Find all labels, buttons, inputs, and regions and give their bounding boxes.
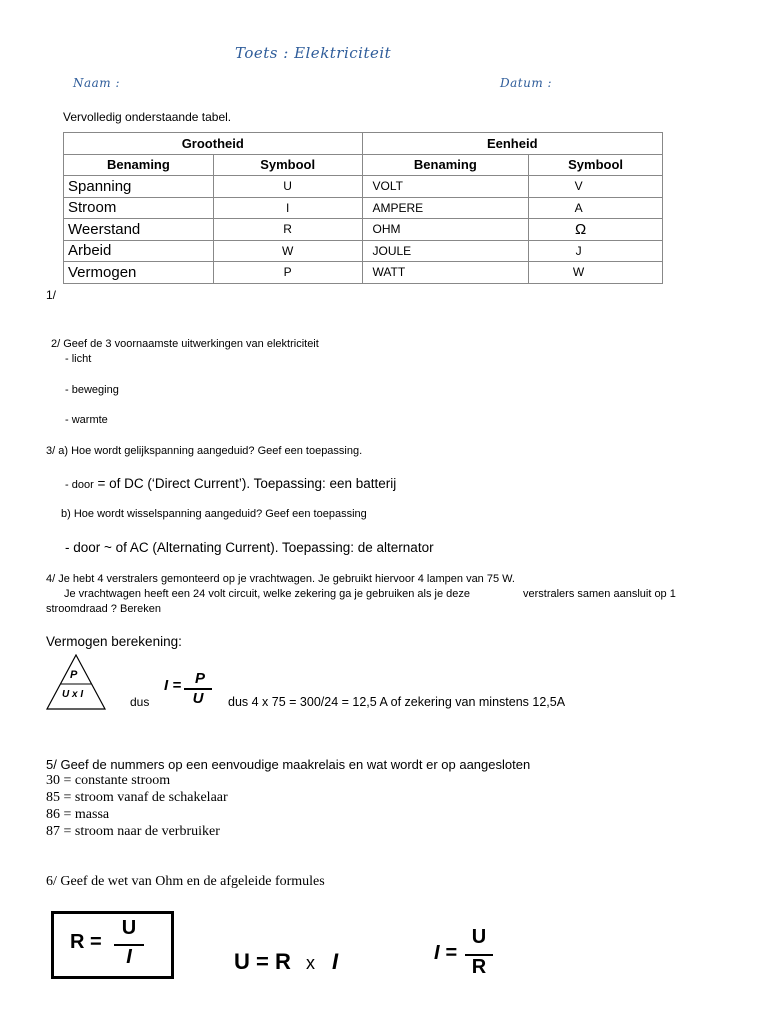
table-row <box>64 219 663 241</box>
naam-label: Naam : <box>73 76 121 90</box>
answer-3b: - door ~ of AC (Alternating Current). Toepassing: de alternator <box>65 540 434 555</box>
unit-name: WATT <box>362 262 529 284</box>
ohm-f3-numerator: U <box>471 926 487 948</box>
answer-2-2: - beweging <box>65 384 119 396</box>
col-header-benaming: Benaming <box>64 154 214 176</box>
triangle-bottom: U x I <box>62 689 84 700</box>
question-4-line2b: verstralers samen aansluit op 1 <box>523 588 676 600</box>
question-5: 5/ Geef de nummers op een eenvoudige maakrelais en wat wordt er op aangesloten <box>46 757 531 772</box>
table-row <box>64 240 663 262</box>
unit-name: AMPERE <box>362 197 529 219</box>
table-row <box>64 197 663 219</box>
formula-lhs: I = <box>164 677 182 694</box>
ohm-f2-rhs: I <box>332 949 339 974</box>
table-group-grootheid: Grootheid <box>64 133 363 155</box>
question-4-line2a: Je vrachtwagen heeft een 24 volt circuit, welke zekering ga je gebruiken als je deze <box>64 588 471 600</box>
datum-label: Datum : <box>500 76 553 90</box>
answer-3a <box>65 475 396 493</box>
page-title: Toets : Elektriciteit <box>235 44 392 62</box>
formula-numerator: P <box>194 670 205 687</box>
question-1-label: 1/ <box>46 288 57 302</box>
table-intro: Vervolledig onderstaande tabel. <box>63 110 232 124</box>
ohm-f1-numerator: U <box>121 917 137 939</box>
table-row <box>64 176 663 198</box>
ohm-f2-times: x <box>306 953 315 973</box>
quantity-symbol: W <box>213 240 362 262</box>
quantity-name: Arbeid <box>64 240 214 262</box>
quantity-name: Weerstand <box>64 219 214 241</box>
relay-line: 30 = constante stroom <box>46 773 171 788</box>
relay-line: 87 = stroom naar de verbruiker <box>46 824 220 839</box>
unit-symbol: V <box>529 176 663 198</box>
units-table <box>63 132 663 284</box>
quantity-symbol: P <box>213 262 362 284</box>
ohm-f1-lhs: R = <box>70 931 102 953</box>
ohm-f2-lhs: U = R <box>234 949 291 974</box>
unit-name: OHM <box>362 219 529 241</box>
col-header-symbool: Symbool <box>213 154 362 176</box>
answer-3a-text: = of DC (‘Direct Current’). Toepassing: een batterij <box>93 476 397 491</box>
quantity-name: Vermogen <box>64 262 214 284</box>
question-6: 6/ Geef de wet van Ohm en de afgeleide formules <box>46 874 325 889</box>
formula-denominator: U <box>192 690 204 707</box>
quantity-symbol: I <box>213 197 362 219</box>
table-group-eenheid: Eenheid <box>362 133 663 155</box>
question-4-line3: stroomdraad ? Bereken <box>46 603 161 615</box>
quantity-symbol: U <box>213 176 362 198</box>
unit-symbol: Ω <box>529 219 663 241</box>
unit-symbol: A <box>529 197 663 219</box>
triangle-top: P <box>70 669 78 681</box>
quantity-symbol: R <box>213 219 362 241</box>
question-4-line1: 4/ Je hebt 4 verstralers gemonteerd op je vrachtwagen. Je gebruikt hiervoor 4 lampen van 75 W. <box>46 573 515 585</box>
ohm-f3-lhs: I = <box>434 942 457 964</box>
relay-line: 85 = stroom vanaf de schakelaar <box>46 790 228 805</box>
answer-2-1: - licht <box>65 353 92 365</box>
answer-3a-prefix: - door <box>65 479 94 491</box>
col-header-benaming: Benaming <box>362 154 529 176</box>
question-2: 2/ Geef de 3 voornaamste uitwerkingen van elektriciteit <box>51 338 319 350</box>
unit-name: JOULE <box>362 240 529 262</box>
ohm-f3-denominator: R <box>471 956 487 978</box>
unit-name: VOLT <box>362 176 529 198</box>
col-header-symbool: Symbool <box>529 154 663 176</box>
question-3b: b) Hoe wordt wisselspanning aangeduid? Geef een toepassing <box>61 508 367 520</box>
calc-result: dus 4 x 75 = 300/24 = 12,5 A of zekering van minstens 12,5A <box>228 695 566 709</box>
unit-symbol: J <box>529 240 663 262</box>
answer-2-3: - warmte <box>65 414 108 426</box>
quantity-name: Stroom <box>64 197 214 219</box>
quantity-name: Spanning <box>64 176 214 198</box>
table-row <box>64 262 663 284</box>
power-triangle-icon <box>46 654 106 710</box>
dus-label: dus <box>130 695 150 709</box>
ohm-f1-denominator: I <box>126 946 132 968</box>
calc-label: Vermogen berekening: <box>46 634 182 649</box>
relay-line: 86 = massa <box>46 807 110 822</box>
question-3a: 3/ a) Hoe wordt gelijkspanning aangeduid? Geef een toepassing. <box>46 445 363 457</box>
unit-symbol: W <box>529 262 663 284</box>
